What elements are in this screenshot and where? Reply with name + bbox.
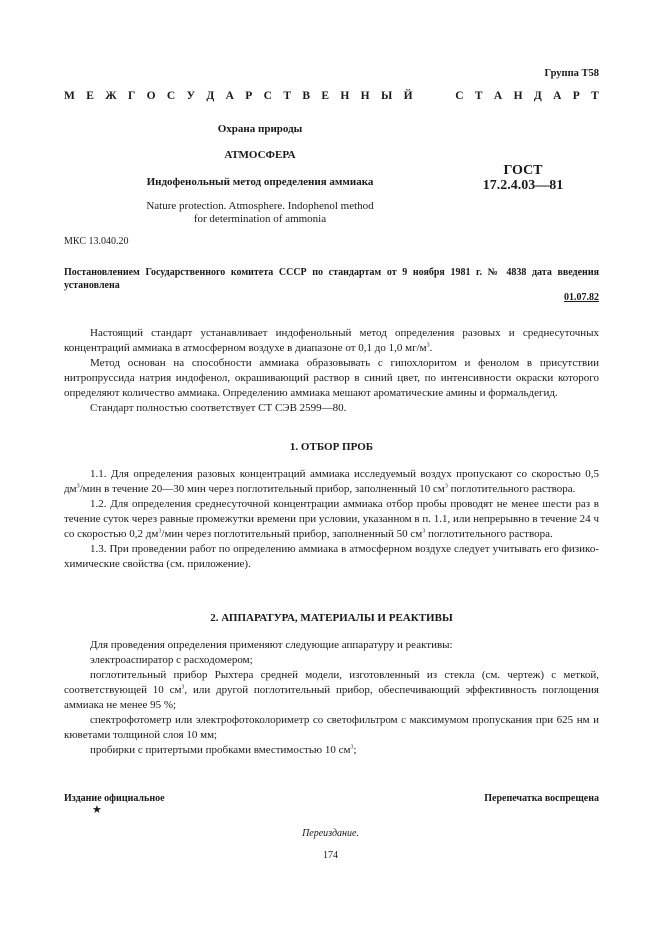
- section1-body: [64, 467, 599, 572]
- section2-paragraph: поглотительный прибор Рыхтера средней модели, изготовленный из стекла (см. чертеж) с меткой, соответствующей 10 $см^3$, или другой поглотительный прибор, обеспечивающий эффективность поглощения аммиака не менее 95 %;: [64, 669, 599, 711]
- heading-letter: Д: [533, 90, 542, 102]
- heading-letter: Г: [127, 90, 136, 102]
- heading-letter: Е: [321, 90, 330, 102]
- gost-label: ГОСТ: [503, 163, 543, 178]
- title-line1: Охрана природы: [217, 123, 303, 135]
- heading-letter: Н: [360, 90, 370, 102]
- reprint-prohibited-label: Перепечатка воспрещена: [484, 793, 599, 804]
- section1-paragraph: 1.2. Для определения среднесуточной концентрации аммиака отбор пробы проводят не менее шести раз в течение суток через равные промежутки времени при условии, указанном в п. 1.1, или непрерывно в течение 24 ч со скоростью 0,2 $дм^3$/мин через поглотительный прибор, заполненный 50 $см^3$ поглотительного раствора.: [64, 498, 599, 540]
- heading-letter: Н: [513, 90, 523, 102]
- heading-letter: А: [225, 90, 234, 102]
- english-title: [120, 200, 400, 226]
- heading-letter: В: [302, 90, 310, 102]
- heading-letter: О: [146, 90, 156, 102]
- heading-letter: Ж: [105, 90, 117, 102]
- section2-paragraph: Для проведения определения применяют следующие аппаратуру и реактивы:: [90, 639, 453, 651]
- decree-text: Постановлением Государственного комитета СССР по стандартам от 9 ноября 1981 г. № 4838 дата введения установлена: [64, 267, 599, 291]
- heading-letter: Т: [283, 90, 291, 102]
- heading-letter: Ы: [380, 90, 393, 102]
- title-line2: АТМОСФЕРА: [224, 149, 296, 161]
- heading-letter: Р: [572, 90, 580, 102]
- intro-section: [64, 326, 599, 416]
- gost-number: [468, 163, 578, 193]
- page-number: 174: [323, 850, 338, 861]
- interstate-standard-heading: [64, 90, 599, 102]
- group-label: Группа Т58: [544, 68, 599, 79]
- section1-paragraph: 1.3. При проведении работ по определению аммиака в атмосферном воздухе следует учитывать его физико-химические свойства (см. приложение).: [64, 543, 599, 570]
- heading-letter: Й: [403, 90, 413, 102]
- intro-paragraph: Метод основан на способности аммиака образовывать с гипохлоритом и фенолом в присутствии нитропруссида натрия индофенол, окрашивающий раствор в синий цвет, по интенсивности окраски которого определяют количество аммиака. Определению аммиака мешают ароматические амины и формальдегид.: [64, 357, 599, 399]
- heading-letter: С: [263, 90, 272, 102]
- heading-letter: Т: [474, 90, 483, 102]
- section2-paragraph: пробирки с притертыми пробками вместимостью 10 $см^3$;: [90, 744, 357, 756]
- heading-letter: С: [455, 90, 464, 102]
- official-edition-label: Издание официальное: [64, 793, 165, 804]
- gost-code: 17.2.4.03—81: [482, 178, 564, 193]
- heading-letter: С: [166, 90, 176, 102]
- heading-letter: Д: [206, 90, 215, 102]
- heading-letter: Р: [245, 90, 253, 102]
- star-icon: ★: [92, 804, 102, 816]
- section2-heading: 2. АППАРАТУРА, МАТЕРИАЛЫ И РЕАКТИВЫ: [210, 612, 453, 624]
- intro-paragraph: Стандарт полностью соответствует СТ СЭВ 2599—80.: [90, 402, 347, 414]
- heading-letter: М: [64, 90, 75, 102]
- heading-letter: У: [186, 90, 196, 102]
- heading-letter: Т: [591, 90, 599, 102]
- title-line3: Индофенольный метод определения аммиака: [146, 176, 374, 188]
- section2-paragraph: электроаспиратор с расходомером;: [90, 654, 253, 666]
- intro-paragraph: Настоящий стандарт устанавливает индофенольный метод определения разовых и среднесуточных концентраций аммиака в атмосферном воздухе в диапазоне от 0,1 до 1,0 $мг/м^3$.: [64, 327, 599, 354]
- heading-letter: Е: [86, 90, 94, 102]
- english-title-line2: for determination of ammonia: [193, 213, 327, 225]
- section1-paragraph: 1.1. Для определения разовых концентраций аммиака исследуемый воздух пропускают со скоростью 0,5 $дм^3$/мин в течение 20—30 мин через поглотительный прибор, заполненный 10 $см^3$ поглотительного раствора.: [64, 468, 599, 495]
- heading-letter: А: [553, 90, 562, 102]
- mks-code: МКС 13.040.20: [64, 236, 129, 247]
- section2-paragraph: спектрофотометр или электрофотоколориметр со светофильтром с максимумом пропускания при 625 нм и кюветами толщиной слоя 10 мм;: [64, 714, 599, 741]
- heading-letter: А: [493, 90, 503, 102]
- decree-date: 01.07.82: [564, 292, 599, 303]
- section2-body: [64, 638, 599, 758]
- english-title-line1: Nature protection. Atmosphere. Indophenol method: [146, 200, 374, 212]
- reissue-label: Переиздание.: [302, 828, 359, 839]
- section1-heading: 1. ОТБОР ПРОБ: [289, 441, 374, 453]
- heading-letter: Н: [340, 90, 350, 102]
- heading-word-gap: [424, 90, 444, 102]
